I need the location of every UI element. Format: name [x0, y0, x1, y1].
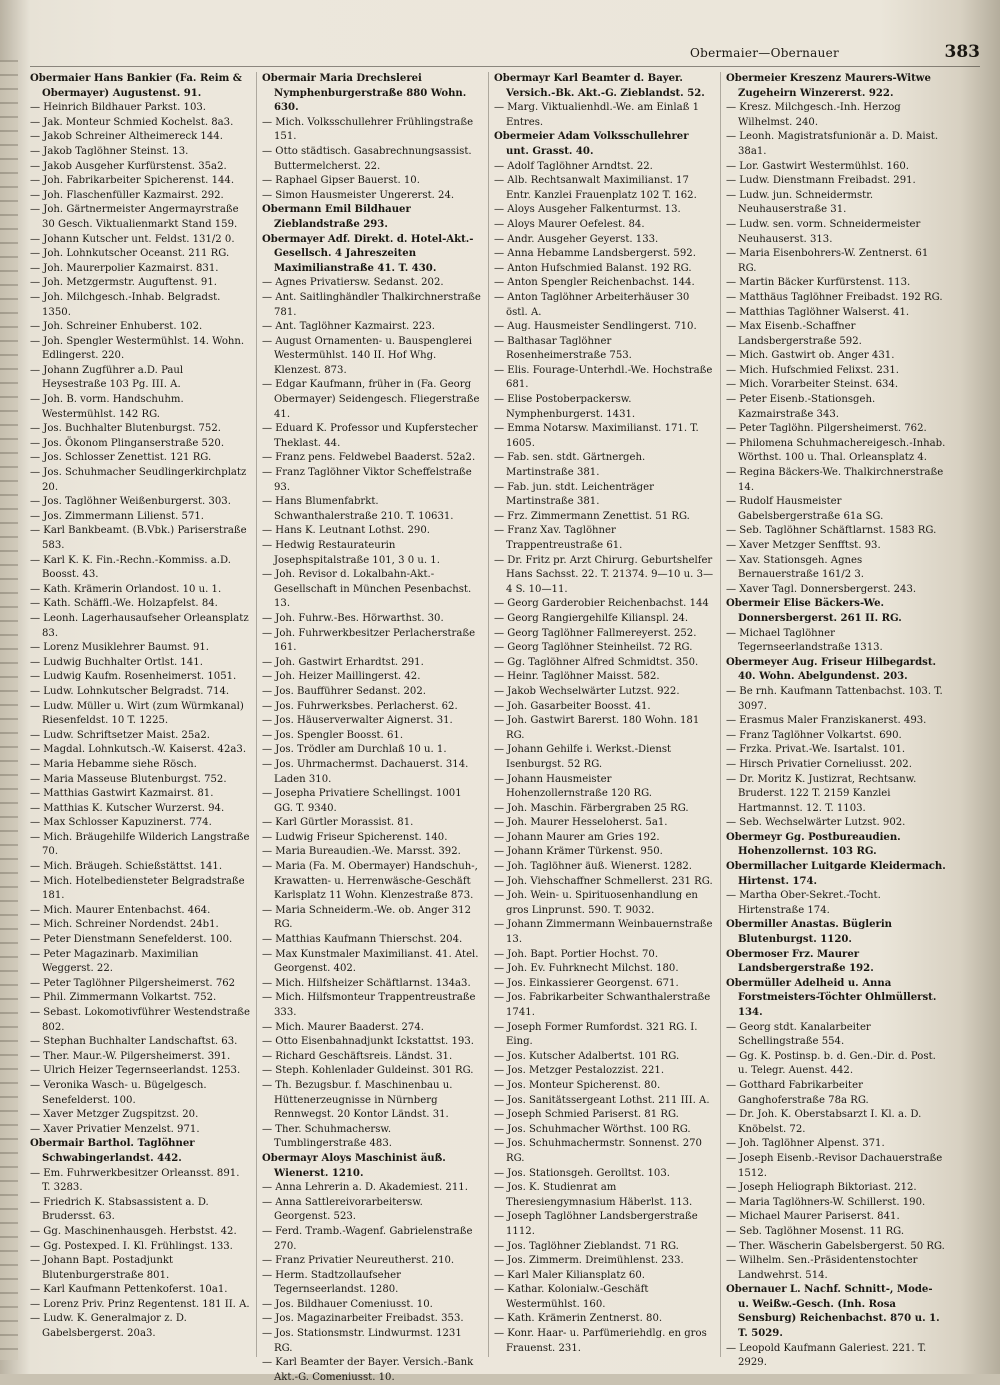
directory-entry: — Karl Beamter der Bayer. Versich.-Bank Akt.-G. Comeniusst. 10.	[262, 1357, 474, 1383]
directory-entry: — Joh. Fuhrwerkbesitzer Perlacherstraße 161.	[262, 627, 476, 654]
header-rule	[30, 66, 980, 67]
directory-entry: — Jakob Schreiner Altheimereck 144.	[30, 131, 223, 143]
directory-entry: — Heinrich Bildhauer Parkst. 103.	[30, 102, 207, 114]
directory-entry: — Veronika Wasch- u. Bügelgesch. Senefelderst. 100.	[30, 1079, 207, 1106]
directory-entry: — Martha Ober-Sekret.-Tocht. Hirtenstraße 174.	[726, 890, 881, 916]
column-divider	[488, 72, 489, 1357]
directory-entry: — Ludw. Schriftsetzer Maist. 25a2.	[30, 729, 211, 741]
directory-entry: — Xaver Tagl. Donnersbergerst. 243.	[726, 583, 917, 595]
directory-entry: — Mich. Hotelbediensteter Belgradstraße 181.	[30, 875, 245, 902]
directory-entry: — Franz Xav. Taglöhner Trappentreustraße 61.	[494, 525, 623, 551]
directory-entry: — Ludw. K. Generalmajor z. D. Gabelsbergerst. 20a3.	[30, 1313, 187, 1340]
directory-entry: Obernauer L. Nachf. Schnitt-, Mode- u. Weißw.-Gesch. (Inh. Rosa Sensburg) Reichenbachst. 870 u. 1. T. 5029.	[726, 1284, 940, 1340]
directory-entry: — Friedrich K. Stabsassistent a. D. Brudersst. 63.	[30, 1196, 209, 1223]
directory-entry: — Josepha Privatiere Schellingst. 1001 GG. T. 9340.	[262, 788, 462, 814]
directory-entry: — Maria Masseuse Blutenburgst. 752.	[30, 773, 227, 785]
directory-entry: — Jak. Monteur Schmied Kochelst. 8a3.	[30, 116, 234, 128]
directory-entry: — Karl Bankbeamt. (B.Vbk.) Pariserstraße 583.	[30, 525, 247, 551]
directory-entry: — Aug. Hausmeister Sendlingerst. 710.	[494, 321, 697, 333]
directory-entry: — Ludw. Dienstmann Freibadst. 291.	[726, 175, 916, 187]
directory-entry: — Anton Hufschmied Balanst. 192 RG.	[494, 262, 692, 274]
directory-entry: — Ferd. Tramb.-Wagenf. Gabrielenstraße 270.	[262, 1225, 473, 1252]
directory-entry: — Jos. Fabrikarbeiter Schwanthalerstraße 1741.	[494, 992, 711, 1018]
directory-entry: — Marg. Viktualienhdl.-We. am Einlaß 1 Entres.	[494, 102, 700, 128]
directory-entry: — Matthias Gastwirt Kazmairst. 81.	[30, 788, 214, 800]
directory-entry: — Kath. Krämerin Zentnerst. 80.	[494, 1313, 663, 1325]
directory-entry: Obermoser Frz. Maurer Landsbergerstraße 192.	[726, 948, 874, 975]
directory-entry: — Hedwig Restaurateurin Josephspitalstraße 101, 3 0 u. 1.	[262, 540, 440, 566]
directory-entry: — Franz pens. Feldwebel Baaderst. 52a2.	[262, 452, 476, 464]
directory-entry: — Michael Maurer Pariserst. 841.	[726, 1211, 900, 1223]
directory-entry: — Joh. B. vorm. Handschuhm. Westermühlst. 142 RG.	[30, 394, 184, 420]
directory-entry: — Martin Bäcker Kurfürstenst. 113.	[726, 277, 911, 289]
directory-entry: — Mich. Maurer Baaderst. 274.	[262, 1021, 424, 1033]
directory-entry: — Richard Geschäftsreis. Ländst. 31.	[262, 1050, 453, 1062]
directory-entry: — Jos. Stationsgeh. Gerolltst. 103.	[494, 1167, 670, 1179]
directory-entry: — Georg Rangiergehilfe Kilianspl. 24.	[494, 612, 689, 624]
directory-entry: — Johann Zimmermann Weinbauernstraße 13.	[494, 919, 713, 946]
directory-entry: — Mich. Bräugehilfe Wilderich Langstraße 70.	[30, 831, 250, 858]
directory-entry: — Jakob Taglöhner Steinst. 13.	[30, 145, 189, 157]
adjacent-page-edge	[0, 60, 18, 1360]
directory-entry: — Agnes Privatiersw. Sedanst. 202.	[262, 277, 444, 289]
directory-entry: — Konr. Haar- u. Parfümeriehdlg. en gros Frauenst. 231.	[494, 1328, 707, 1354]
directory-entry: — Max Schlosser Kapuzinerst. 774.	[30, 817, 212, 829]
directory-entry: Obermeier Adam Volksschullehrer unt. Grasst. 40.	[494, 131, 689, 157]
directory-entry: — Eduard K. Professor und Kupferstecher Theklast. 44.	[262, 423, 478, 449]
directory-entry: — Karl Gürtler Morassist. 81.	[262, 817, 414, 829]
directory-entry: — Joh. Bapt. Portier Hochst. 70.	[494, 948, 659, 960]
directory-entry: Obermeyr Gg. Postbureaudien. Hohenzollernst. 103 RG.	[726, 831, 901, 858]
directory-entry: Obermillacher Luitgarde Kleidermach. Hirtenst. 174.	[726, 861, 946, 887]
directory-entry: — Johann Gehilfe i. Werkst.-Dienst Isenburgst. 52 RG.	[494, 744, 672, 770]
directory-entry: — Mich. Hilfsmonteur Trappentreustraße 333.	[262, 992, 476, 1018]
directory-entry: — Peter Dienstmann Senefelderst. 100.	[30, 934, 233, 946]
directory-entry: — Wilhelm. Sen.-Präsidentenstochter Landwehrst. 514.	[726, 1255, 918, 1281]
directory-entry: — Mich. Schreiner Nordendst. 24b1.	[30, 919, 219, 931]
directory-entry: — Hans K. Leutnant Lothst. 290.	[262, 525, 430, 537]
directory-entry: — Raphael Gipser Bauerst. 10.	[262, 175, 420, 187]
column-divider	[720, 72, 721, 1357]
directory-entry: — Dr. Joh. K. Oberstabsarzt I. Kl. a. D. Knöbelst. 72.	[726, 1109, 922, 1135]
directory-entry: — Xaver Metzger Senfftst. 93.	[726, 540, 881, 551]
directory-entry: — Joh. Gärtnermeister Angermayrstraße 30 Gesch. Viktualienmarkt Stand 159.	[30, 204, 239, 230]
column-3	[494, 72, 714, 1357]
directory-entry: Obermayr Aloys Maschinist äuß. Wienerst. 1210.	[262, 1152, 446, 1179]
directory-entry: — Mich. Vorarbeiter Steinst. 634.	[726, 379, 899, 391]
directory-entry: — Maria Eisenbohrers-W. Zentnerst. 61 RG.	[726, 248, 929, 274]
directory-entry: — Karl Maler Kiliansplatz 60.	[494, 1269, 645, 1281]
directory-entry: — Mich. Hufschmied Felixst. 231.	[726, 364, 899, 376]
directory-entry: — Seb. Wechselwärter Lutzst. 902.	[726, 817, 906, 829]
directory-entry: — Georg Taglöhner Steinheilst. 72 RG.	[494, 642, 693, 654]
directory-entry: — Joh. Metzgermstr. Auguftenst. 91.	[30, 277, 217, 289]
directory-entry: — Jos. Taglöhner Zieblandst. 71 RG.	[494, 1240, 679, 1252]
directory-entry: — Jos. Stationsmstr. Lindwurmst. 1231 RG.	[262, 1328, 462, 1354]
directory-entry: — Max Eisenb.-Schaffner Landsbergerstraße 592.	[726, 321, 862, 347]
directory-entry: — Joh. Heizer Maillingerst. 42.	[262, 671, 421, 683]
directory-entry: — Dr. Fritz pr. Arzt Chirurg. Geburtshelfer Hans Sachsst. 22. T. 21374. 9—10 u. 3—4 S. 10—11.	[494, 554, 714, 595]
directory-entry: — Joh. Gastwirt Erhardtst. 291.	[262, 656, 424, 668]
directory-entry: — Leopold Kaufmann Galeriest. 221. T. 2929.	[726, 1342, 927, 1369]
directory-entry: — Joh. Viehschaffner Schmellerst. 231 RG.	[494, 875, 713, 887]
directory-entry: — Otto Eisenbahnadjunkt Ickstattst. 193.	[262, 1036, 474, 1048]
directory-entry: — Johann Bapt. Postadjunkt Blutenburgerstraße 801.	[30, 1255, 174, 1281]
directory-entry: — Joh. Maurer Hesseloherst. 5a1.	[494, 817, 668, 829]
directory-entry: — Jos. Magazinarbeiter Freibadst. 353.	[262, 1313, 464, 1325]
directory-entry: — Maria Taglöhners-W. Schillerst. 190.	[726, 1196, 926, 1208]
directory-entry: — Phil. Zimmermann Volkartst. 752.	[30, 992, 217, 1004]
directory-entry: — Jos. Einkassierer Georgenst. 671.	[494, 977, 679, 989]
directory-entry: — Matthias K. Kutscher Wurzerst. 94.	[30, 802, 225, 814]
column-4	[726, 72, 946, 1369]
directory-entry: — Jos. Metzger Pestalozzist. 221.	[494, 1065, 665, 1077]
directory-entry: — Elis. Fourage-Unterhdl.-We. Hochstraße 681.	[494, 364, 713, 391]
directory-entry: — Georg Taglöhner Fallmereyerst. 252.	[494, 627, 697, 639]
directory-entry: — Jakob Ausgeher Kurfürstenst. 35a2.	[30, 160, 227, 172]
directory-entry: — Peter Eisenb.-Stationsgeh. Kazmairstraße 343.	[726, 394, 876, 420]
directory-entry: — Ant. Saitlinghändler Thalkirchnerstraße 781.	[262, 291, 481, 318]
directory-entry: — Dr. Moritz K. Justizrat, Rechtsanw. Bruderst. 122 T. 2159 Kanzlei Hartmannst. 12. T. 1103.	[726, 773, 917, 814]
directory-entry: Obermayr Karl Beamter d. Bayer. Versich.-Bk. Akt.-G. Zieblandst. 52.	[494, 73, 705, 99]
directory-entry: — Kath. Krämerin Orlandost. 10 u. 1.	[30, 583, 222, 595]
directory-entry: — Franz Taglöhner Volkartst. 690.	[726, 729, 902, 741]
directory-entry: — Jos. Sanitätssergeant Lothst. 211 III. A.	[494, 1094, 710, 1106]
directory-entry: — Anna Hebamme Landsbergerst. 592.	[494, 248, 696, 260]
directory-entry: — Matthias Taglöhner Walserst. 41.	[726, 306, 910, 318]
directory-entry: — Jos. Ökonom Plinganserstraße 520.	[30, 437, 225, 449]
directory-entry: — Xaver Metzger Zugspitzst. 20.	[30, 1109, 199, 1121]
directory-entry: — Regina Bäckers-We. Thalkirchnerstraße 14.	[726, 467, 944, 493]
directory-entry: — Steph. Kohlenlader Guldeinst. 301 RG.	[262, 1065, 474, 1077]
directory-entry: — Ludw. Lohnkutscher Belgradst. 714.	[30, 685, 230, 697]
directory-entry: — Anton Spengler Reichenbachst. 144.	[494, 277, 695, 289]
directory-entry: — Matthias Kaufmann Thierschst. 204.	[262, 934, 463, 946]
directory-entry: — Jos. Spengler Boosst. 61.	[262, 729, 404, 741]
directory-entry: — August Ornamenten- u. Bauspenglerei Westermühlst. 140 II. Hof Whg. Klenzest. 873.	[262, 335, 472, 376]
directory-entry: — Peter Magazinarb. Maximilian Weggerst. 22.	[30, 948, 199, 975]
directory-entry: — Maria Hebamme siehe Rösch.	[30, 758, 197, 770]
directory-entry: — Ther. Schuhmachersw. Tumblingerstraße 483.	[262, 1123, 392, 1150]
directory-entry: — Erasmus Maler Franziskanerst. 493.	[726, 715, 927, 727]
directory-entry: — Peter Taglöhn. Pilgersheimerst. 762.	[726, 423, 927, 435]
directory-entry: — Johann Kutscher unt. Feldst. 131/2 0.	[30, 233, 235, 245]
directory-entry: — Jos. Schuhmacher Seudlingerkirchplatz 20.	[30, 467, 247, 493]
directory-entry: — Lorenz Priv. Prinz Regentenst. 181 II. A.	[30, 1298, 250, 1310]
directory-entry: — Seb. Taglöhner Mosenst. 11 RG.	[726, 1225, 905, 1237]
directory-entry: — Lor. Gastwirt Westermühlst. 160.	[726, 160, 909, 172]
directory-entry: — Joh. Milchgesch.-Inhab. Belgradst. 1350.	[30, 291, 221, 318]
directory-entry: — Kath. Schäffl.-We. Holzapfelst. 84.	[30, 598, 218, 610]
directory-entry: — Jos. Häuserverwalter Aignerst. 31.	[262, 715, 453, 727]
directory-entry: — Mich. Hilfsheizer Schäftlarnst. 134a3.	[262, 977, 471, 989]
directory-entry: — Georg Garderobier Reichenbachst. 144	[494, 598, 709, 610]
directory-entry: — Joh. Ev. Fuhrknecht Milchst. 180.	[494, 963, 679, 975]
directory-entry: — Joseph Former Rumfordst. 321 RG. I. Eing.	[494, 1021, 698, 1048]
directory-entry: Obermeyer Aug. Friseur Hilbegardst. 40. Wohn. Abelgundenst. 203.	[726, 656, 937, 683]
directory-entry: — Mich. Maurer Entenbachst. 464.	[30, 904, 211, 916]
directory-entry: — Hans Blumenfabrkt. Schwanthalerstraße 210. T. 10631.	[262, 496, 454, 522]
directory-entry: — Joseph Eisenb.-Revisor Dachauerstraße 1512.	[726, 1152, 943, 1179]
directory-entry: — Frzka. Privat.-We. Isartalst. 101.	[726, 744, 906, 756]
directory-entry: — Franz Taglöhner Viktor Scheffelstraße 93.	[262, 467, 472, 493]
directory-entry: — Seb. Taglöhner Schäftlarnst. 1583 RG.	[726, 525, 937, 537]
directory-entry: — Karl Kaufmann Pettenkoferst. 10a1.	[30, 1284, 228, 1296]
directory-entry: — Frz. Zimmermann Zenettist. 51 RG.	[494, 510, 690, 522]
page-number: 383	[944, 42, 980, 62]
directory-entry: — Kresz. Milchgesch.-Inh. Herzog Wilhelmst. 240.	[726, 102, 901, 128]
directory-entry: — Johann Hausmeister Hohenzollernstraße 120 RG.	[494, 773, 652, 800]
directory-entry: — Hirsch Privatier Corneliusst. 202.	[726, 758, 912, 770]
page-header	[690, 42, 980, 64]
directory-entry: — Jos. Zimmerm. Dreimühlenst. 233.	[494, 1255, 684, 1267]
directory-entry: — Heinr. Taglöhner Maisst. 582.	[494, 671, 660, 683]
directory-entry: — Jos. K. Studienrat am Theresiengymnasium Häberlst. 113.	[494, 1182, 693, 1208]
directory-entry: Obermüller Adelheid u. Anna Forstmeisters-Töchter Ohlmüllerst. 134.	[726, 977, 937, 1018]
column-divider	[256, 72, 257, 1357]
directory-entry: — Rudolf Hausmeister Gabelsbergerstraße 61a SG.	[726, 496, 884, 522]
directory-entry: — Max Kunstmaler Maximilianst. 41. Atel. Georgenst. 402.	[262, 948, 479, 975]
directory-entry: — Xav. Stationsgeh. Agnes Bernauerstraße 161/2 3.	[726, 554, 864, 581]
directory-entry: — Joseph Schmied Pariserst. 81 RG.	[494, 1109, 679, 1121]
directory-entry: — Joh. Maschin. Färbergraben 25 RG.	[494, 802, 689, 814]
directory-entry: — Joh. Gasarbeiter Boosst. 41.	[494, 700, 651, 712]
directory-entry: — Fab. sen. stdt. Gärtnergeh. Martinstraße 381.	[494, 452, 646, 479]
directory-entry: — Johann Zugführer a.D. Paul Heysestraße 103 Pg. III. A.	[30, 364, 184, 391]
directory-entry: — Joh. Revisor d. Lokalbahn-Akt.-Gesellschaft in München Pesenbachst. 13.	[262, 569, 472, 610]
directory-entry: — Joh. Fabrikarbeiter Spicherenst. 144.	[30, 175, 235, 187]
directory-entry: Obermair Barthol. Taglöhner Schwabingerlandst. 442.	[30, 1138, 195, 1164]
directory-entry: Obermeier Kreszenz Maurers-Witwe Zugeheirn Winzererst. 922.	[726, 73, 931, 99]
directory-entry: — Ther. Maur.-W. Pilgersheimerst. 391.	[30, 1050, 231, 1062]
directory-entry: — Ludw. Müller u. Wirt (zum Würmkanal) Riesenfeldst. 10 T. 1225.	[30, 700, 244, 727]
directory-entry: — Jos. Zimmermann Lilienst. 571.	[30, 510, 204, 522]
directory-entry: — Aloys Maurer Oefelest. 84.	[494, 218, 645, 230]
directory-entry: — Gg. Postexped. I. Kl. Frühlingst. 133.	[30, 1240, 233, 1252]
directory-entry: — Maria (Fa. M. Obermayer) Handschuh-, Krawatten- u. Herrenwäsche-Geschäft Karlsplatz 11 Wohn. Klenzestraße 873.	[262, 861, 478, 902]
directory-entry: — Joh. Maurerpolier Kazmairst. 831.	[30, 262, 219, 274]
directory-entry: — Jos. Schuhmachermstr. Sonnenst. 270 RG.	[494, 1138, 702, 1164]
directory-entry: — Anna Lehrerin a. D. Akademiest. 211.	[262, 1182, 468, 1194]
directory-entry: — Gg. Maschinenhausgeh. Herbstst. 42.	[30, 1225, 237, 1237]
directory-entry: — Emma Notarsw. Maximilianst. 171. T. 1605.	[494, 423, 699, 449]
directory-entry: — Leonh. Lagerhausaufseher Orleansplatz 83.	[30, 612, 249, 639]
directory-entry: — Franz Privatier Neureutherst. 210.	[262, 1255, 455, 1267]
directory-entry: — Jos. Fuhrwerksbes. Perlacherst. 62.	[262, 700, 458, 712]
directory-entry: — Michael Taglöhner Tegernseerlandstraße 1313.	[726, 627, 883, 654]
directory-entry: — Maria Schneiderm.-We. ob. Anger 312 RG.	[262, 904, 472, 931]
directory-entry: — Maria Bureaudien.-We. Marsst. 392.	[262, 846, 461, 858]
directory-entry: — Jos. Kutscher Adalbertst. 101 RG.	[494, 1050, 680, 1062]
directory-entry: — Mich. Gastwirt ob. Anger 431.	[726, 350, 895, 362]
directory-entry: — Gotthard Fabrikarbeiter Ganghoferstraße 78a RG.	[726, 1079, 869, 1106]
directory-entry: — Joh. Wein- u. Spirituosenhandlung en gros Linprunst. 590. T. 9032.	[494, 890, 698, 916]
directory-entry: — Joh. Fuhrw.-Bes. Hörwarthst. 30.	[262, 612, 444, 624]
column-2	[262, 72, 482, 1383]
directory-entry: — Matthäus Taglöhner Freibadst. 192 RG.	[726, 291, 943, 303]
directory-entry: — Jos. Taglöhner Weißenburgerst. 303.	[30, 496, 231, 508]
directory-entry: — Joh. Flaschenfüller Kazmairst. 292.	[30, 189, 224, 201]
directory-entry: Obermiller Anastas. Büglerin Blutenburgst. 1120.	[726, 919, 893, 946]
directory-entry: — Joh. Taglöhner Alpenst. 371.	[726, 1138, 885, 1150]
directory-entry: — Jos. Baufführer Sedanst. 202.	[262, 685, 426, 697]
directory-entry: — Th. Bezugsbur. f. Maschinenbau u. Hüttenerzeugnisse in Nürnberg Rennwegst. 20 Kontor Ländst. 31.	[262, 1079, 453, 1121]
directory-entry: — Stephan Buchhalter Landschaftst. 63.	[30, 1036, 238, 1048]
directory-entry: — Joh. Lohnkutscher Oceanst. 211 RG.	[30, 248, 230, 260]
directory-entry: — Anna Sattlereivorarbeitersw. Georgenst. 523.	[262, 1196, 423, 1223]
directory-entry: — Ther. Wäscherin Gabelsbergerst. 50 RG.	[726, 1240, 945, 1252]
directory-entry: — Ludw. jun. Schneidermstr. Neuhauserstraße 31.	[726, 189, 874, 216]
directory-entry: — Adolf Taglöhner Arndtst. 22.	[494, 160, 653, 172]
directory-entry: Obermair Maria Drechslerei Nymphenburgerstraße 880 Wohn. 630.	[262, 73, 467, 114]
directory-entry: — Jos. Schlosser Zenettist. 121 RG.	[30, 452, 212, 464]
directory-entry: — Peter Taglöhner Pilgersheimerst. 762	[30, 977, 236, 989]
directory-entry: — Aloys Ausgeher Falkenturmst. 13.	[494, 204, 681, 216]
directory-entry: — Jakob Wechselwärter Lutzst. 922.	[494, 685, 680, 697]
directory-entry: — Joh. Taglöhner äuß. Wienerst. 1282.	[494, 861, 693, 873]
directory-entry: — Jos. Trödler am Durchlaß 10 u. 1.	[262, 744, 447, 756]
directory-entry: — Edgar Kaufmann, früher in (Fa. Georg Obermayer) Seidengesch. Fliegerstraße 41.	[262, 379, 480, 420]
directory-entry: Obermann Emil Bildhauer Zieblandstraße 293.	[262, 204, 411, 230]
directory-entry: — Jos. Buchhalter Blutenburgst. 752.	[30, 423, 221, 435]
directory-entry: — Ant. Taglöhner Kazmairst. 223.	[262, 321, 435, 333]
directory-entry: — Ludwig Buchhalter Ortlst. 141.	[30, 656, 203, 668]
directory-entry: — Otto städtisch. Gasabrechnungsassist. Buttermelcherst. 22.	[262, 145, 472, 172]
directory-entry: — Anton Taglöhner Arbeiterhäuser 30 östl. A.	[494, 291, 690, 318]
directory-entry: — Joh. Spengler Westermühlst. 14. Wohn. Edlingerst. 220.	[30, 335, 245, 362]
directory-entry: — Jos. Bildhauer Comeniusst. 10.	[262, 1298, 433, 1310]
directory-entry: — Joh. Gastwirt Barerst. 180 Wohn. 181 RG.	[494, 715, 700, 741]
directory-entry: — Elise Postoberpackersw. Nymphenburgerst. 1431.	[494, 394, 636, 420]
directory-entry: — Ulrich Heizer Tegernseerlandst. 1253.	[30, 1065, 241, 1077]
directory-entry: — Sebast. Lokomotivführer Westendstraße 802.	[30, 1007, 250, 1033]
directory-entry: Obermayer Adf. Direkt. d. Hotel-Akt.-Gesellsch. 4 Jahreszeiten Maximilianstraße 41. T. 430.	[262, 233, 474, 274]
directory-entry: — Ludwig Friseur Spicherenst. 140.	[262, 831, 448, 843]
directory-entry: — Kathar. Kolonialw.-Geschäft Westermühlst. 160.	[494, 1284, 649, 1310]
directory-entry: — Georg stdt. Kanalarbeiter Schellingstraße 554.	[726, 1021, 871, 1048]
directory-entry: Obermaier Hans Bankier (Fa. Reim & Obermayer) Augustenst. 91.	[30, 73, 242, 99]
directory-entry: — Be rnh. Kaufmann Tattenbachst. 103. T. 3097.	[726, 685, 943, 712]
directory-entry: — Joseph Taglöhner Landsbergerstraße 1112.	[494, 1211, 698, 1237]
directory-entry: — Johann Krämer Türkenst. 950.	[494, 846, 663, 858]
running-head: Obermaier—Obernauer	[690, 46, 840, 60]
directory-entry: — Ludwig Kaufm. Rosenheimerst. 1051.	[30, 671, 237, 683]
column-1	[30, 72, 250, 1357]
directory-entry: — Balthasar Taglöhner Rosenheimerstraße 753.	[494, 335, 632, 362]
directory-entry: — Fab. jun. stdt. Leichenträger Martinstraße 381.	[494, 481, 654, 508]
directory-entry: — Herm. Stadtzollaufseher Tegernseerlandst. 1280.	[262, 1269, 401, 1296]
directory-entry: — Andr. Ausgeher Geyerst. 133.	[494, 233, 659, 245]
directory-entry: — Magdal. Lohnkutsch.-W. Kaiserst. 42a3.	[30, 744, 247, 756]
directory-entry: — Gg. K. Postinsp. b. d. Gen.-Dir. d. Post. u. Telegr. Auenst. 442.	[726, 1050, 936, 1077]
directory-entry: — Em. Fuhrwerkbesitzer Orleansst. 891. T. 3283.	[30, 1167, 240, 1194]
directory-entry: — Alb. Rechtsanwalt Maximilianst. 17 Entr. Kanzlei Frauenplatz 102 T. 162.	[494, 175, 697, 201]
directory-entry: — Jos. Uhrmachermst. Dachauerst. 314. Laden 310.	[262, 758, 469, 785]
directory-entry: — Ludw. sen. vorm. Schneidermeister Neuhauserst. 313.	[726, 218, 921, 245]
directory-entry: — Philomena Schuhmachereigesch.-Inhab. Wörthst. 100 u. Thal. Orleansplatz 4.	[726, 437, 946, 464]
directory-entry: — Karl K. K. Fin.-Rechn.-Kommiss. a.D. Boosst. 43.	[30, 554, 231, 581]
directory-entry: — Leonh. Magistratsfunionär a. D. Maist. 38a1.	[726, 131, 939, 157]
directory-entry: — Joh. Schreiner Enhuberst. 102.	[30, 321, 203, 333]
directory-entry: Obermeir Elise Bäckers-We. Donnersbergerst. 261 II. RG.	[726, 598, 902, 624]
directory-entry: — Jos. Monteur Spicherenst. 80.	[494, 1079, 661, 1091]
directory-entry: — Lorenz Musiklehrer Baumst. 91.	[30, 642, 210, 654]
directory-entry: — Mich. Volksschullehrer Frühlingstraße 151.	[262, 116, 474, 143]
directory-entry: — Johann Maurer am Gries 192.	[494, 831, 660, 843]
directory-entry: — Jos. Schuhmacher Wörthst. 100 RG.	[494, 1123, 691, 1135]
directory-entry: — Simon Hausmeister Ungererst. 24.	[262, 189, 455, 201]
directory-entry: — Joseph Heliograph Biktoriast. 212.	[726, 1182, 917, 1194]
directory-entry: — Mich. Bräugeh. Schießstättst. 141.	[30, 861, 223, 873]
directory-entry: — Xaver Privatier Menzelst. 971.	[30, 1123, 200, 1135]
directory-entry: — Gg. Taglöhner Alfred Schmidtst. 350.	[494, 656, 699, 668]
